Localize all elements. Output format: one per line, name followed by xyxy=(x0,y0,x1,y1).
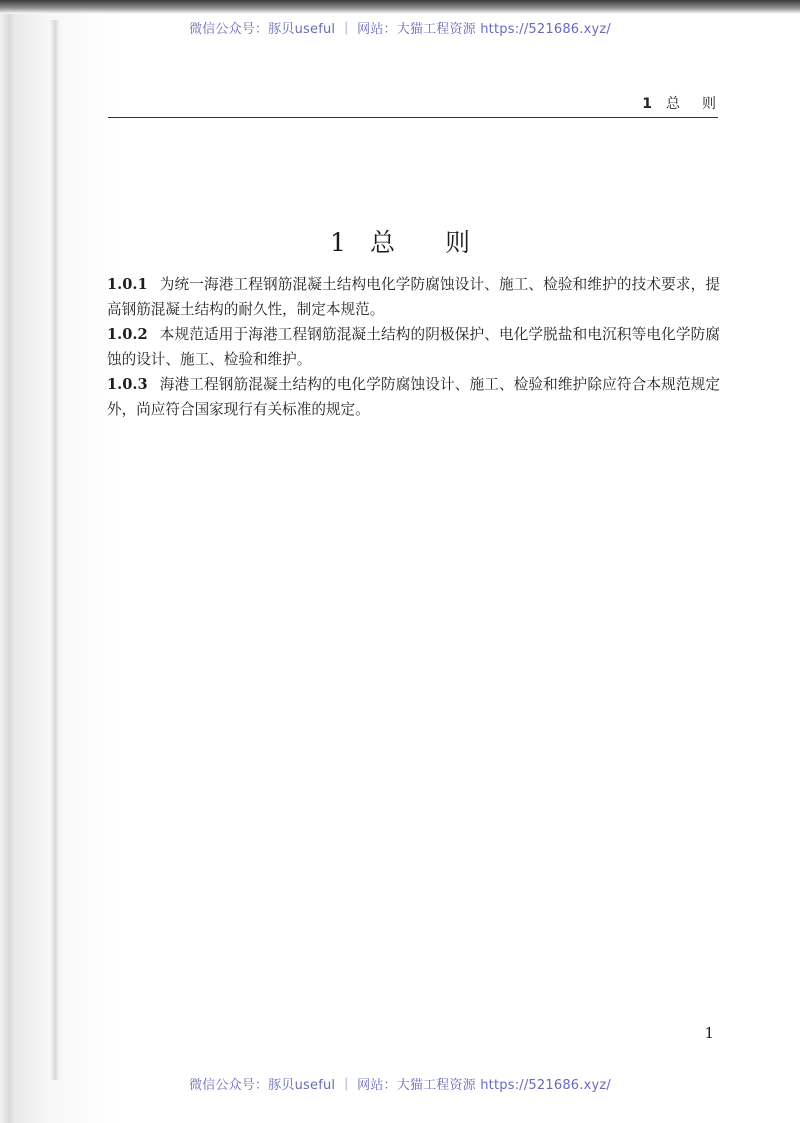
running-header-title-char-1: 总 xyxy=(666,96,680,112)
scan-shadow-top xyxy=(0,0,800,14)
clause-1-0-1 xyxy=(107,272,720,322)
chapter-title-char-1: 总 xyxy=(369,228,395,257)
clause-text: 为统一海港工程钢筋混凝土结构电化学防腐蚀设计、施工、检验和维护的技术要求，提高钢筋混凝土结构的耐久性，制定本规范。 xyxy=(107,276,720,318)
page-number: 1 xyxy=(704,1024,714,1042)
running-header-title-char-2: 则 xyxy=(702,96,716,112)
watermark-top: 微信公众号：豚贝useful ｜ 网站：大猫工程资源 https://521686.xyz/ xyxy=(189,22,611,37)
clause-number: 1.0.2 xyxy=(107,326,148,343)
scan-shadow-left xyxy=(0,0,120,1123)
running-header xyxy=(642,93,716,113)
clause-number: 1.0.3 xyxy=(107,376,148,393)
clause-text: 本规范适用于海港工程钢筋混凝土结构的阴极保护、电化学脱盐和电沉积等电化学防腐蚀的设计、施工、检验和维护。 xyxy=(107,326,720,368)
scan-edge-shadow xyxy=(50,20,60,1080)
chapter-title xyxy=(0,223,800,259)
header-rule xyxy=(108,117,718,118)
chapter-title-char-2: 则 xyxy=(444,228,470,257)
clause-1-0-2 xyxy=(107,322,720,372)
clause-text: 海港工程钢筋混凝土结构的电化学防腐蚀设计、施工、检验和维护除应符合本规范规定外，尚应符合国家现行有关标准的规定。 xyxy=(107,376,720,418)
clause-number: 1.0.1 xyxy=(107,276,148,293)
clause-1-0-3 xyxy=(107,372,720,422)
watermark-bottom: 微信公众号：豚贝useful ｜ 网站：大猫工程资源 https://521686.xyz/ xyxy=(189,1078,611,1093)
chapter-number: 1 xyxy=(330,228,346,257)
running-header-number: 1 xyxy=(642,96,652,112)
chapter-body xyxy=(107,272,720,422)
